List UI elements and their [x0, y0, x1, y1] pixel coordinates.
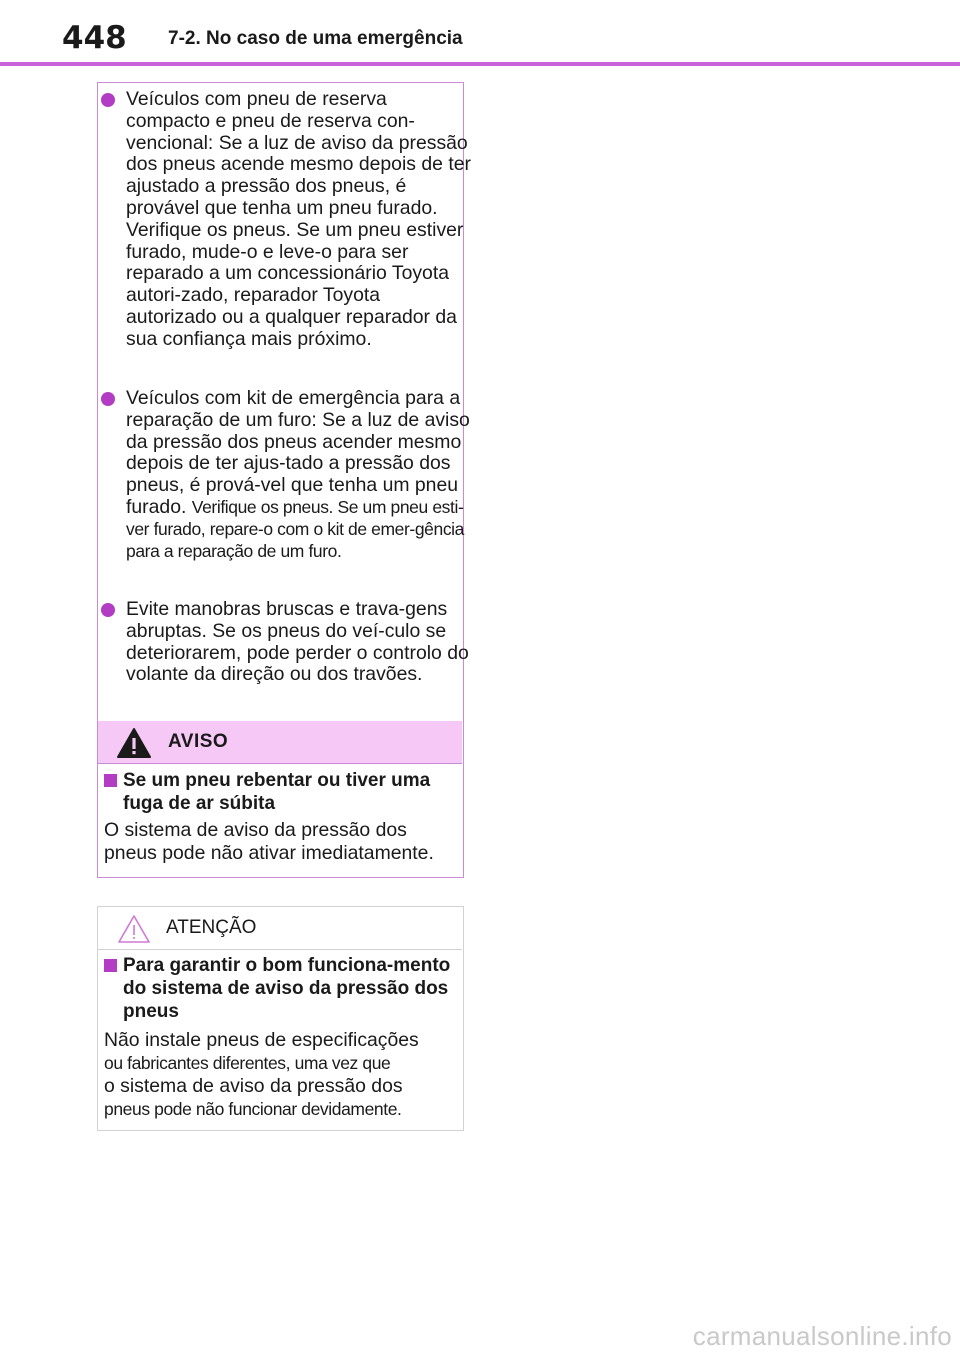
- bullet-text: Veículos com kit de emergência para a reparação de um furo: Se a luz de aviso da pressão dos pneus acender mesmo depois de ter ajus-tado a pressão dos pneus, é prová-vel que tenha um pneu furado.: [126, 387, 470, 518]
- square-bullet-icon: [104, 774, 117, 787]
- square-bullet-icon: [104, 959, 117, 972]
- bullet-dot-icon: [101, 93, 115, 107]
- warning-triangle-icon: [116, 727, 152, 759]
- list-item: [101, 388, 471, 562]
- warning-header: [98, 721, 462, 764]
- warning-subheading: Se um pneu rebentar ou tiver uma fuga de ar súbita: [104, 769, 463, 815]
- section-title: 7-2. No caso de uma emergência: [168, 28, 463, 49]
- caution-header: [98, 907, 462, 950]
- caution-subheading: Para garantir o bom funciona-mento do sistema de aviso da pressão dos pneus: [104, 954, 463, 1023]
- header-rule: [0, 62, 960, 66]
- warning-paragraph: O sistema de aviso da pressão dos pneus pode não ativar imediatamente.: [104, 819, 434, 864]
- caution-label: ATENÇÃO: [166, 917, 257, 938]
- caution-triangle-icon: [116, 913, 152, 945]
- caution-box: [97, 906, 464, 1131]
- bullet-text: Veículos com pneu de reserva compacto e pneu de reserva con-vencional: Se a luz de aviso da pressão dos pneus acende mesmo depois de ter ajustado a pressão dos pneus, é provável que tenha um pneu furado. Verifique os pneus. Se um pneu estiver furado, mude-o e leve-o para ser reparado a um concessionário Toyota autori-zado, reparador Toyota autorizado ou a qualquer reparador da sua confiança mais próximo.: [126, 88, 471, 350]
- bullet-dot-icon: [101, 392, 115, 406]
- bullet-text-small: Verifique os pneus. Se um pneu esti-ver furado, repare-o com o kit de emer-gência para a reparação de um furo.: [126, 496, 464, 561]
- list-item: [101, 599, 471, 686]
- watermark: carmanualsonline.info: [692, 1321, 952, 1351]
- page-number: 448: [62, 20, 127, 56]
- warning-label: AVISO: [168, 731, 229, 752]
- warning-box: [97, 82, 471, 878]
- caution-paragraph: Não instale pneus de especificações ou fabricantes diferentes, uma vez que o sistema de aviso da pressão dos pneus pode não funcionar devidamente.: [104, 1029, 419, 1119]
- bullet-text: Evite manobras bruscas e trava-gens abruptas. Se os pneus do veí-culo se deteriorarem, pode perder o controlo do volante da direção ou dos travões.: [126, 598, 469, 686]
- bullet-dot-icon: [101, 603, 115, 617]
- list-item: [101, 89, 471, 351]
- page-header: [0, 0, 960, 66]
